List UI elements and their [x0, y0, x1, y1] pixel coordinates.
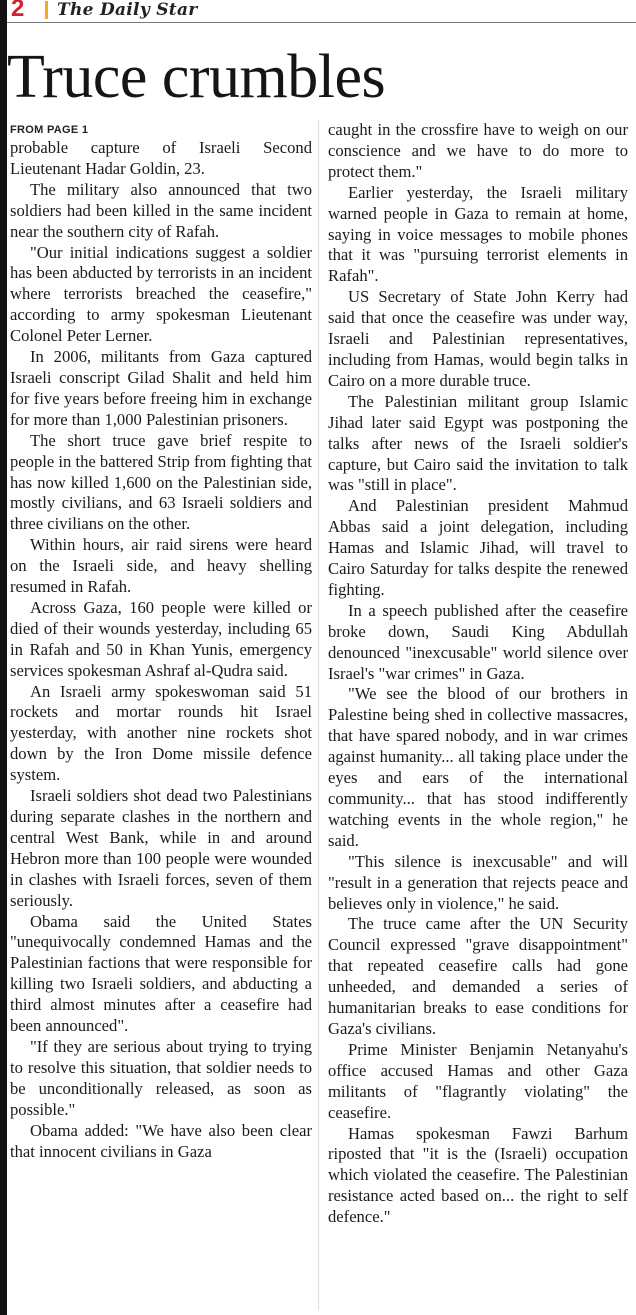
- paragraph: Across Gaza, 160 people were killed or died of their wounds yesterday, including 65 in Rafah and 50 in Khan Yunis, emergency services spokesman Ashraf al-Qudra said.: [10, 597, 312, 680]
- header-divider: [45, 1, 48, 19]
- article-column-left: [10, 120, 312, 1162]
- paragraph: US Secretary of State John Kerry had said that once the ceasefire was under way, Israeli and Palestinian representatives, including from Hamas, would begin talks in Cairo on a more durable truce.: [328, 287, 628, 390]
- kicker: FROM PAGE 1: [10, 124, 89, 136]
- paragraph: "This silence is inexcusable" and will "result in a generation that rejects peace and believes only in violence," he said.: [328, 851, 628, 913]
- paragraph: An Israeli army spokeswoman said 51 rockets and mortar rounds hit Israel yesterday, with another nine rockets shot down by the Iron Dome missile defence system.: [10, 681, 312, 785]
- page-header: [7, 0, 636, 23]
- paragraph: Hamas spokesman Fawzi Barhum riposted that "it is the (Israeli) occupation which violated the ceasefire. The Palestinian resistance acted based on... the right to self defence.": [328, 1123, 628, 1227]
- paragraph: Earlier yesterday, the Israeli military warned people in Gaza to remain at home, saying in voice messages to mobile phones that it was "pursuing terrorist elements in Rafah".: [328, 182, 628, 286]
- paragraph: "We see the blood of our brothers in Palestine being shed in collective massacres, that have spared nobody, and in war crimes against humanity... all taking place under the eyes and ears of the international community... that has stood indifferently watching events in the whole region," he said.: [328, 684, 628, 850]
- paragraph: The short truce gave brief respite to people in the battered Strip from fighting that has now killed 1,600 on the Palestinian side, mostly civilians, and 63 Israeli soldiers and three civilians on the other.: [10, 430, 312, 534]
- paragraph: And Palestinian president Mahmud Abbas said a joint delegation, including Hamas and Islamic Jihad, will travel to Cairo Saturday for talks despite the renewed fighting.: [328, 496, 628, 599]
- left-edge-bar: [0, 0, 7, 1315]
- paragraph: "If they are serious about trying to trying to resolve this situation, that soldier needs to be unconditionally released, as soon as possible.": [10, 1036, 312, 1119]
- paragraph: In 2006, militants from Gaza captured Israeli conscript Gilad Shalit and held him for five years before freeing him in exchange for more than 1,000 Palestinian prisoners.: [10, 347, 312, 429]
- paragraph: probable capture of Israeli Second Lieutenant Hadar Goldin, 23.: [10, 138, 312, 178]
- paragraph: In a speech published after the ceasefire broke down, Saudi King Abdullah denounced "inexcusable" world silence over Israel's "war crimes" in Gaza.: [328, 600, 628, 683]
- headline: Truce crumbles: [7, 43, 386, 111]
- paragraph: The military also announced that two soldiers had been killed in the same incident near the southern city of Rafah.: [10, 179, 312, 241]
- paragraph: Within hours, air raid sirens were heard on the Israeli side, and heavy shelling resumed in Rafah.: [10, 535, 312, 597]
- paragraph: Obama added: "We have also been clear that innocent civilians in Gaza: [10, 1120, 312, 1161]
- column-divider: [318, 120, 319, 1310]
- paragraph: Israeli soldiers shot dead two Palestinians during separate clashes in the northern and central West Bank, while in and around Hebron more than 100 people were wounded in clashes with Israeli forces, seven of them seriously.: [10, 786, 312, 910]
- paragraph: Obama said the United States "unequivocally condemned Hamas and the Palestinian factions that were responsible for killing two Israeli soldiers, and abducting a third almost minutes after a ceasefire had been announced".: [10, 911, 312, 1036]
- page-number: 2: [11, 0, 25, 22]
- article-column-right: [328, 120, 628, 1228]
- masthead: The Daily Star: [57, 0, 198, 20]
- paragraph: Prime Minister Benjamin Netanyahu's office accused Hamas and other Gaza militants of "flagrantly violating" the ceasefire.: [328, 1039, 628, 1122]
- paragraph: The truce came after the UN Security Council expressed "grave disappointment" that repeated ceasefire calls had gone unheeded, and demanded a series of humanitarian breaks to ease conditions for Gaza's civilians.: [328, 914, 628, 1038]
- paragraph: caught in the crossfire have to weigh on our conscience and we have to do more to protect them.": [328, 120, 628, 181]
- paragraph: "Our initial indications suggest a soldier has been abducted by terrorists in an incident where terrorists breached the ceasefire," according to army spokesman Lieutenant Colonel Peter Lerner.: [10, 242, 312, 346]
- paragraph: The Palestinian militant group Islamic Jihad later said Egypt was postponing the talks after news of the Israeli soldier's capture, but Cairo said the invitation to talk was "still in place".: [328, 391, 628, 495]
